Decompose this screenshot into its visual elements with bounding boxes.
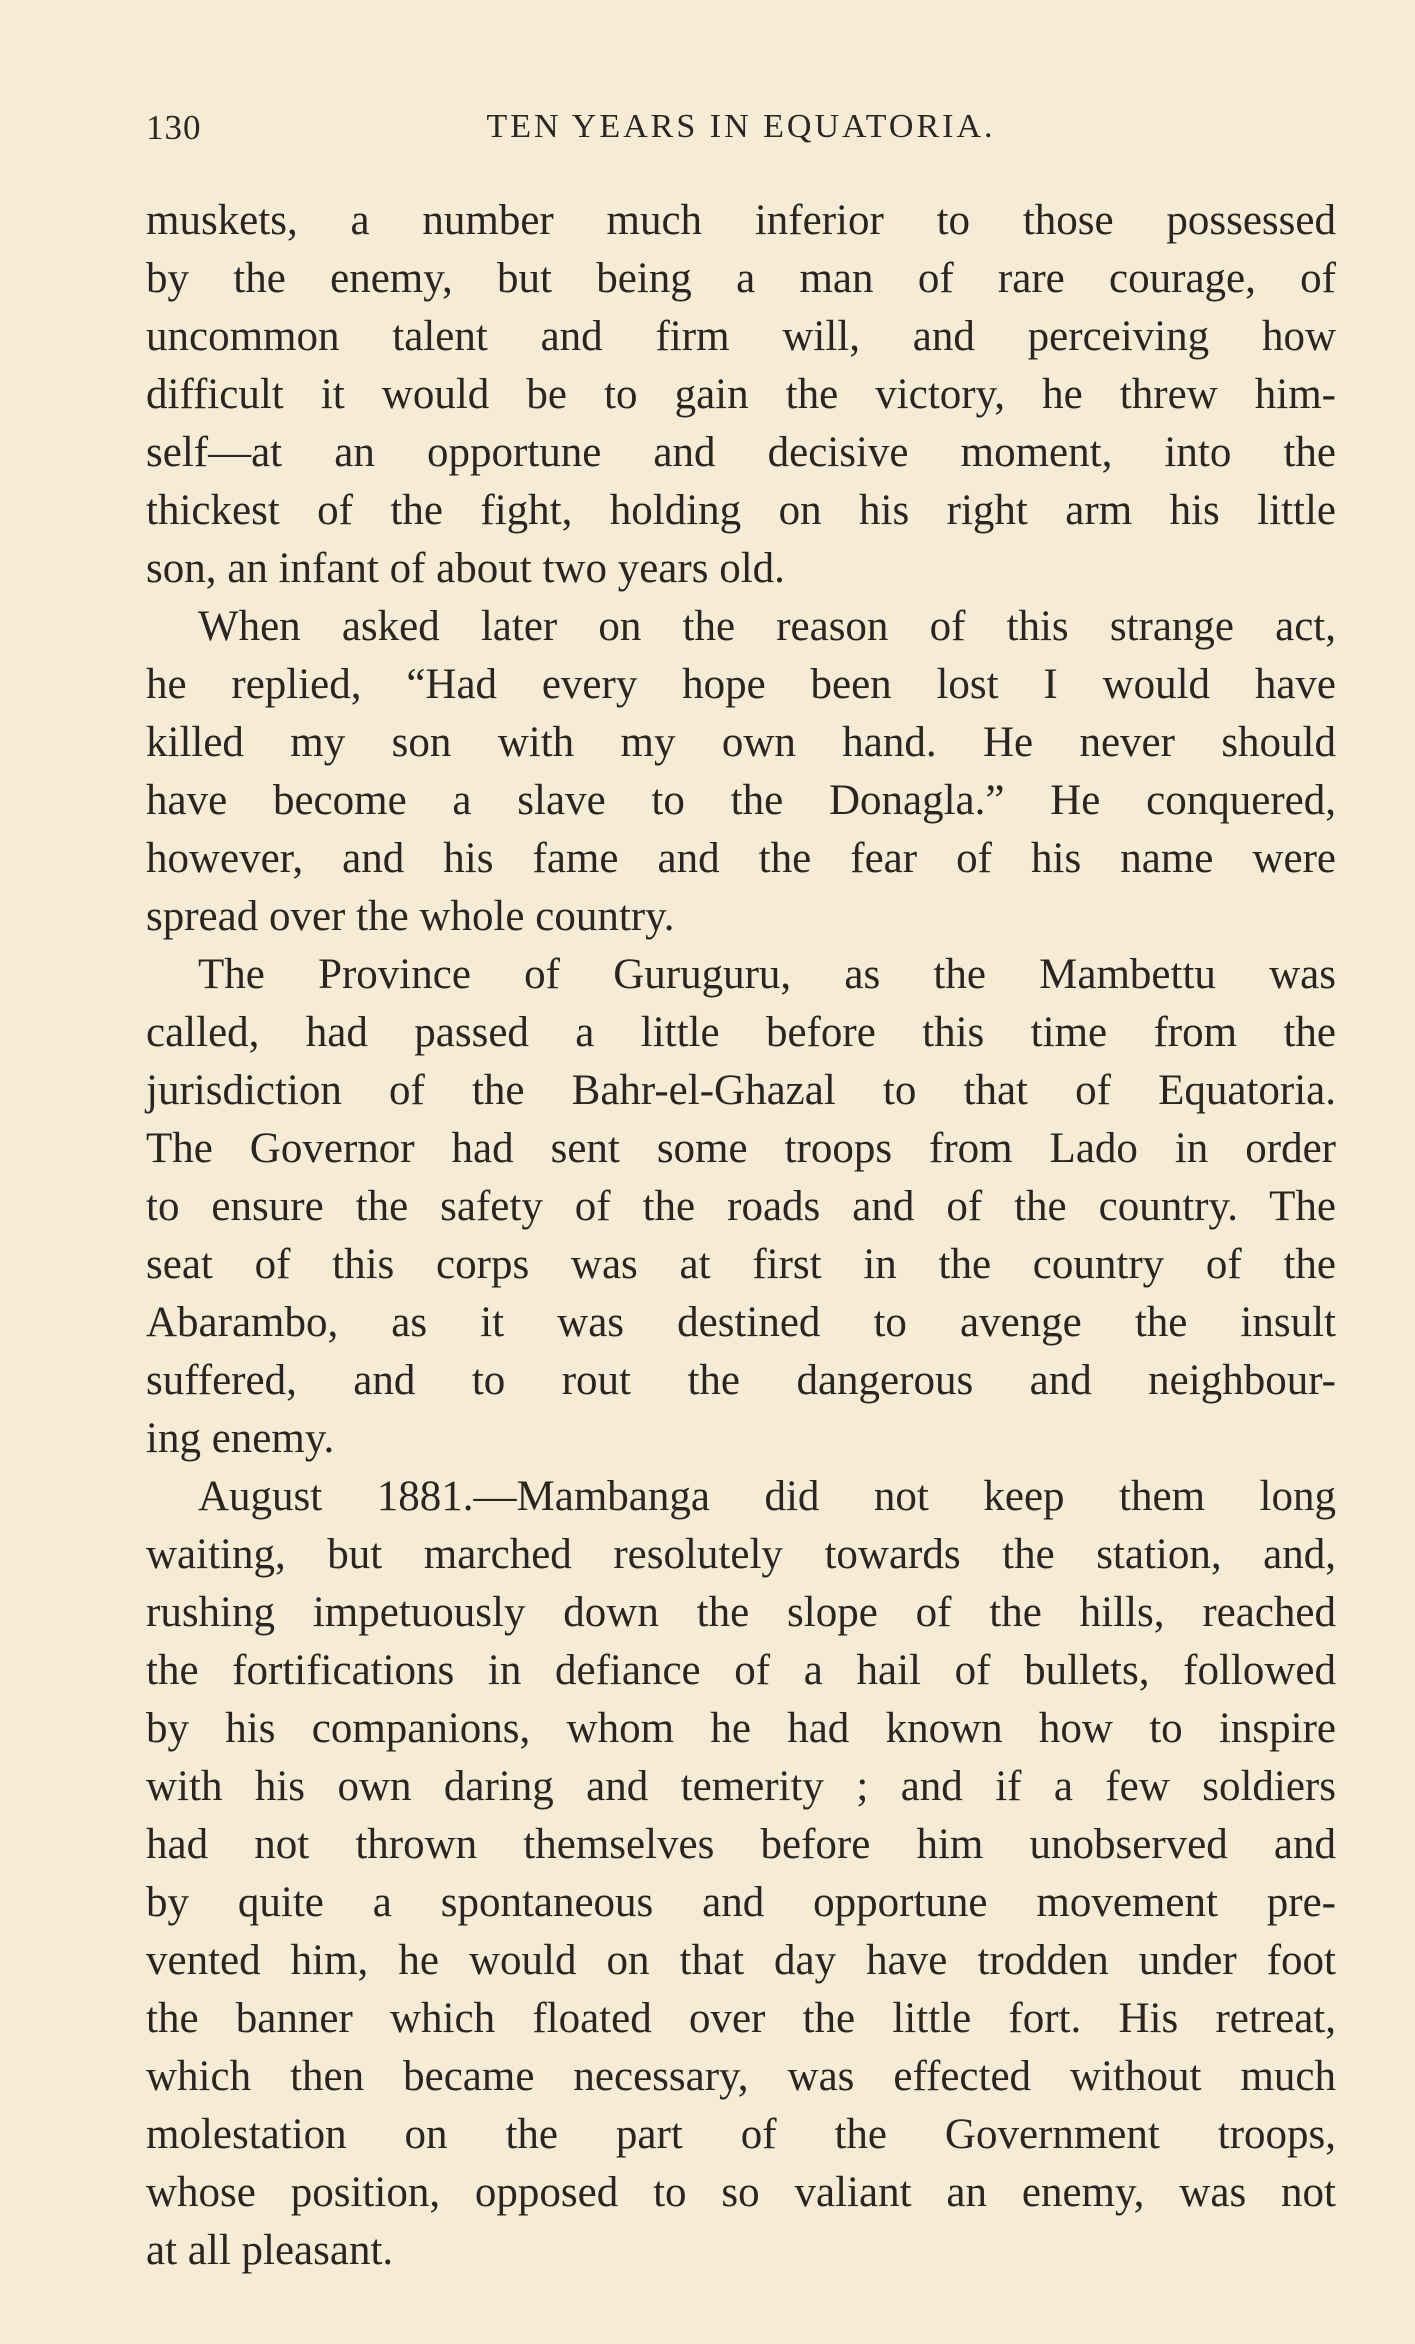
text-line: When asked later on the reason of this strange act, <box>198 603 1336 650</box>
text-line: which then became necessary, was effected without much <box>146 2053 1336 2100</box>
text-line: vented him, he would on that day have trodden under foot <box>146 1937 1336 1984</box>
text-line: by the enemy, but being a man of rare courage, of <box>146 255 1336 302</box>
text-line: whose position, opposed to so valiant an enemy, was not <box>146 2169 1336 2216</box>
text-line: had not thrown themselves before him unobserved and <box>146 1821 1336 1868</box>
text-line: self—at an opportune and decisive moment, into the <box>146 429 1336 476</box>
text-line: by quite a spontaneous and opportune movement pre- <box>146 1879 1336 1926</box>
text-line: suffered, and to rout the dangerous and neighbour- <box>146 1357 1336 1404</box>
page-header <box>146 108 1336 158</box>
text-line: waiting, but marched resolutely towards the station, and, <box>146 1531 1336 1578</box>
text-line: The Governor had sent some troops from Lado in order <box>146 1125 1336 1172</box>
text-line: spread over the whole country. <box>146 893 675 940</box>
text-line: he replied, “Had every hope been lost I would have <box>146 661 1336 708</box>
body-text <box>146 192 1336 2280</box>
text-line: called, had passed a little before this time from the <box>146 1009 1336 1056</box>
text-line: killed my son with my own hand. He never should <box>146 719 1336 766</box>
text-line: have become a slave to the Donagla.” He conquered, <box>146 777 1336 824</box>
text-line: August 1881.—Mambanga did not keep them long <box>198 1473 1336 1520</box>
text-line: the banner which floated over the little fort. His retreat, <box>146 1995 1336 2042</box>
text-line: seat of this corps was at first in the country of the <box>146 1241 1336 1288</box>
text-line: thickest of the fight, holding on his right arm his little <box>146 487 1336 534</box>
page-number: 130 <box>146 108 202 147</box>
text-line: difficult it would be to gain the victory, he threw him- <box>146 371 1336 418</box>
text-line: jurisdiction of the Bahr-el-Ghazal to that of Equatoria. <box>146 1067 1336 1114</box>
text-line: Abarambo, as it was destined to avenge the insult <box>146 1299 1336 1346</box>
text-line: uncommon talent and firm will, and perceiving how <box>146 313 1336 360</box>
text-line: the fortifications in defiance of a hail of bullets, followed <box>146 1647 1336 1694</box>
text-line: with his own daring and temerity ; and if a few soldiers <box>146 1763 1336 1810</box>
text-line: ing enemy. <box>146 1415 335 1462</box>
text-line: however, and his fame and the fear of his name were <box>146 835 1336 882</box>
text-line: muskets, a number much inferior to those possessed <box>146 197 1336 244</box>
text-line: rushing impetuously down the slope of the hills, reached <box>146 1589 1336 1636</box>
text-line: The Province of Guruguru, as the Mambettu was <box>198 951 1336 998</box>
text-line: by his companions, whom he had known how to inspire <box>146 1705 1336 1752</box>
text-line: son, an infant of about two years old. <box>146 545 785 592</box>
text-line: molestation on the part of the Government troops, <box>146 2111 1336 2158</box>
running-title: TEN YEARS IN EQUATORIA. <box>486 108 996 145</box>
text-line: to ensure the safety of the roads and of the country. The <box>146 1183 1336 1230</box>
text-line: at all pleasant. <box>146 2227 394 2274</box>
